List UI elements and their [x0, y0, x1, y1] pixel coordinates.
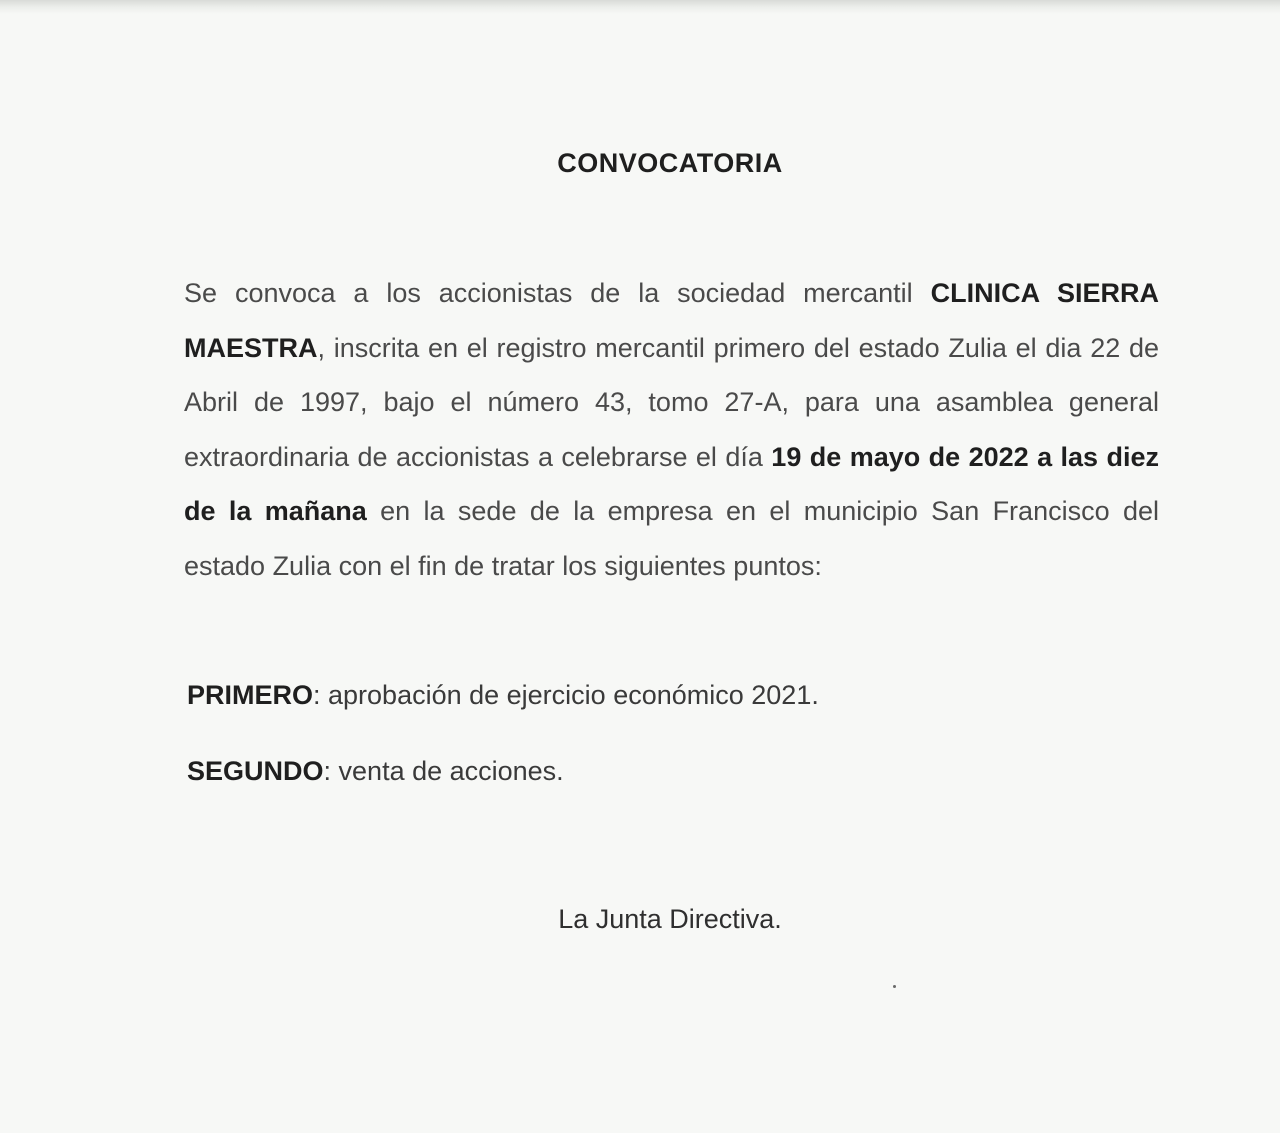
document-title: CONVOCATORIA: [557, 148, 783, 178]
scan-edge: [0, 0, 1280, 14]
company-name: CLINICA SIERRA MAESTRA: [184, 278, 1159, 363]
paragraph-intro: Se convoca a los accionistas de la sociedad mercantil: [184, 278, 931, 308]
agenda-item-text: : aprobación de ejercicio económico 2021.: [313, 680, 819, 710]
scan-speck: [893, 985, 896, 988]
paragraph-location: en la sede de la empresa en el municipio San Francisco del estado Zulia con el fin de tratar los siguientes puntos:: [184, 496, 1159, 581]
signature: La Junta Directiva.: [558, 904, 782, 934]
agenda-item-first: [187, 680, 819, 711]
agenda-item-text: : venta de acciones.: [323, 756, 564, 786]
meeting-date-time: 19 de mayo de 2022 a las diez de la mañana: [184, 441, 1159, 526]
agenda-item-label: SEGUNDO: [187, 756, 324, 786]
agenda-item-label: PRIMERO: [187, 680, 314, 710]
convocation-paragraph: [184, 266, 1159, 593]
paragraph-registration: , inscrita en el registro mercantil primero del estado Zulia el dia 22 de Abril de 1997, bajo el número 43, tomo 27-A, para una asamblea general extraordinaria de accionistas a celebrarse el día: [184, 332, 1159, 472]
agenda-item-second: [187, 756, 564, 787]
